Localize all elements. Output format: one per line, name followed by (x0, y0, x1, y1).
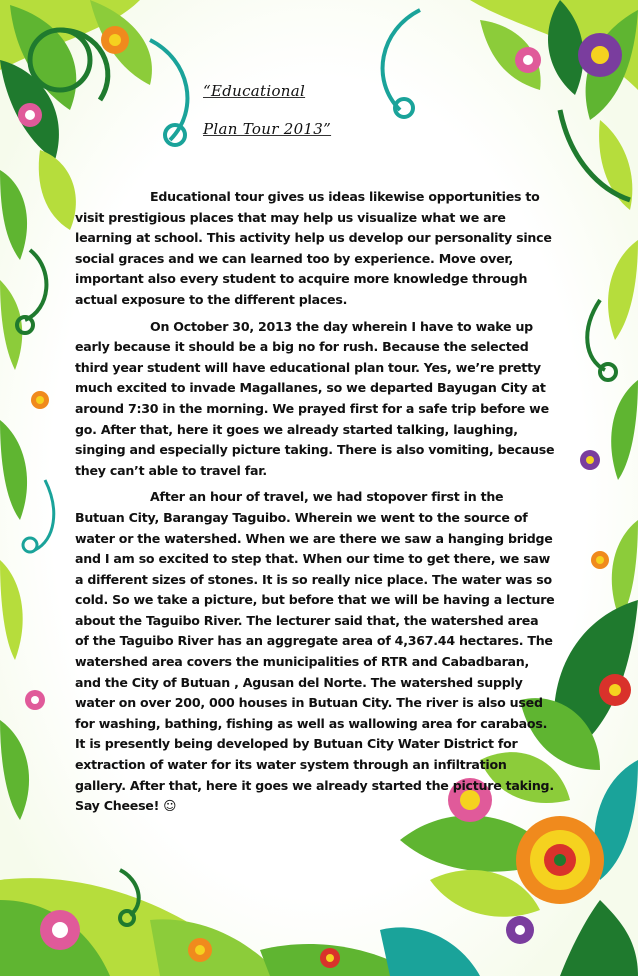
sunflower-illustration (516, 816, 604, 904)
paragraph-departure: On October 30, 2013 the day wherein I have to wake up early because it should be a big no for rush. Because the selected third year student will have educational plan tour. Yes, we’re pretty much excited to invade Magallanes, so we departed Bayugan City at around 7:30 in the morning. We prayed first for a safe trip before we go. After that, here it goes we already started talking, laughing, singing and especially picture taking. There is also vomiting, because they can’t able to travel far. (75, 318, 555, 478)
title-line-1: “Educational (203, 82, 306, 100)
document-body (75, 187, 555, 823)
paragraph-intro: Educational tour gives us ideas likewise opportunities to visit prestigious places that may help us visualize what we are learning at school. This activity help us develop our personality since social graces and we can learned too by experience. Move over, important also every student to acquire more knowledge through actual exposure to the different places. (75, 189, 552, 307)
title-line-2: Plan Tour 2013” (203, 120, 332, 138)
paragraph-taguibo-watershed: After an hour of travel, we had stopover first in the Butuan City, Barangay Taguibo. Wherein we went to the source of water or the watershed. When we are there we saw a hanging bridge and I am so excited to step that. When our time to get there, we saw a different sizes of stones. It is so really nice place. The water was so cold. So we take a picture, but before that we will be having a lecture about the Taguibo River. The lecturer said that, the watershed area of the Taguibo River has an aggregate area of 4,367.44 hectares. The watershed area covers the municipalities of RTR and Cabadbaran, and the City of Butuan , Agusan del Norte. The watershed supply water on over 200, 000 houses in Butuan City. The river is also used for washing, bathing, fishing as well as wallowing area for carabaos. It is presently being developed by Butuan City Water District for extraction of water for its water system through an infiltration gallery. After that, here it goes we already started the picture taking. Say Cheese! ☺ (75, 489, 555, 814)
